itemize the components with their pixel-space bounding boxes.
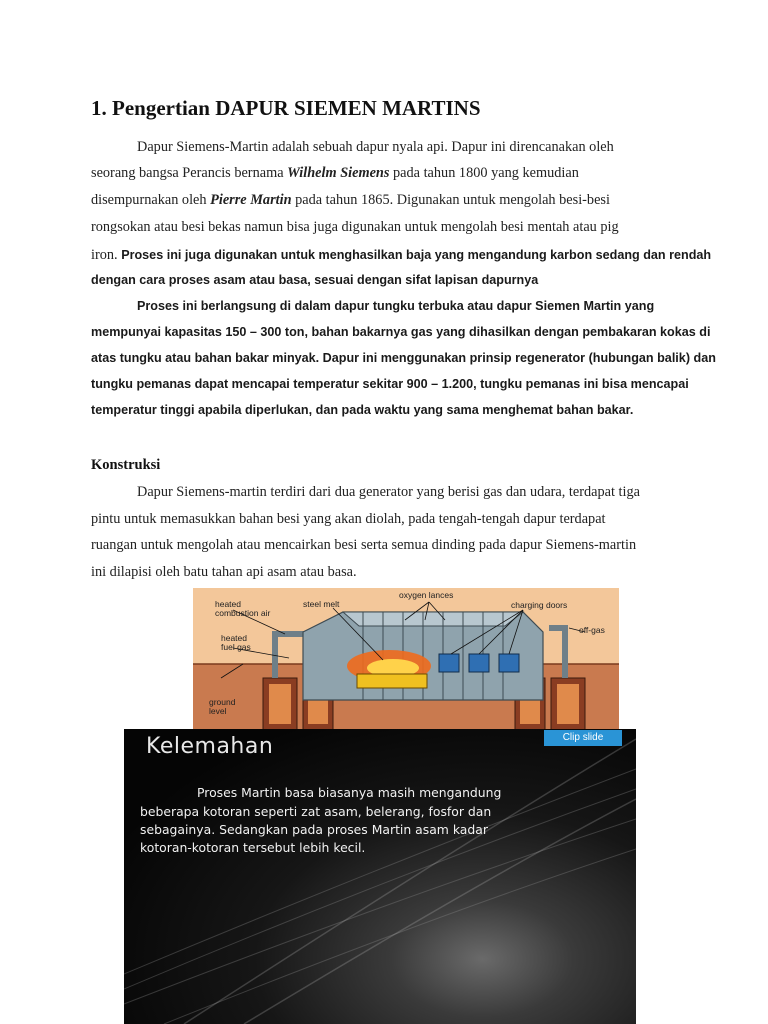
label-steel-melt: steel melt [303, 599, 340, 609]
label-heated-fuel-gas [221, 634, 251, 652]
para1-line-1: Dapur Siemens-Martin adalah sebuah dapur nyala api. Dapur ini direncanakan oleh [137, 139, 614, 155]
para1-line-2 [91, 165, 579, 182]
text-run: iron. [91, 247, 122, 263]
para2-line-3: atas tungku atau bahan bakar minyak. Dapur ini menggunakan prinsip regenerator (hubungan balik) dan [91, 351, 716, 365]
embedded-slide [124, 729, 636, 1024]
slide-line-4: kotoran-kotoran tersebut lebih kecil. [140, 840, 366, 855]
konstruksi-line-1: Dapur Siemens-martin terdiri dari dua generator yang berisi gas dan udara, terdapat tiga [137, 484, 640, 500]
para1-line-6: dengan cara proses asam atau basa, sesuai dengan sifat lapisan dapurnya [91, 273, 539, 287]
label-charging-doors: charging doors [511, 600, 568, 610]
konstruksi-line-3: ruangan untuk mengolah atau mencairkan besi serta semua dinding pada dapur Siemens-martin [91, 537, 637, 553]
slide-background-streaks [124, 729, 636, 1024]
para1-line-3 [91, 192, 610, 209]
label-text: fuel gas [221, 642, 251, 652]
label-heated-combustion-air [215, 600, 270, 618]
slide-line-3: sebagainya. Sedangkan pada proses Martin asam kadar [140, 822, 488, 837]
clip-slide-button[interactable]: Clip slide [544, 730, 622, 746]
slide-line-1: Proses Martin basa biasanya masih mengandung [197, 785, 502, 800]
text-run: Proses ini juga digunakan untuk menghasilkan baja yang mengandung karbon sedang dan rendah [121, 248, 712, 262]
name-wilhelm-siemens: Wilhelm Siemens [287, 165, 390, 181]
label-text: heated [215, 599, 241, 609]
name-pierre-martin: Pierre Martin [210, 192, 292, 208]
label-text: combustion air [215, 608, 271, 618]
para2-line-4: tungku pemanas dapat mencapai temperatur sekitar 900 – 1.200, tungku pemanas ini bisa mencapai [91, 377, 689, 391]
label-oxygen-lances: oxygen lances [399, 590, 454, 600]
para2-line-5: temperatur tinggi apabila diperlukan, dan pada waktu yang sama menghemat bahan bakar. [91, 403, 634, 417]
para2-line-1: Proses ini berlangsung di dalam dapur tungku terbuka atau dapur Siemen Martin yang [137, 299, 655, 313]
page-title: 1. Pengertian DAPUR SIEMEN MARTINS [91, 96, 481, 120]
label-text: level [209, 706, 227, 716]
slide-title: Kelemahan [146, 734, 274, 759]
konstruksi-line-2: pintu untuk memasukkan bahan besi yang akan diolah, pada tengah-tengah dapur terdapat [91, 511, 606, 527]
label-off-gas: off-gas [579, 625, 605, 635]
furnace-diagram [193, 588, 619, 730]
text-run: disempurnakan oleh [91, 192, 211, 208]
label-text: heated [221, 633, 247, 643]
para1-line-5 [91, 246, 711, 264]
text-run: pada tahun 1800 yang kemudian [389, 165, 579, 181]
label-ground-level [209, 698, 235, 716]
text-run: pada tahun 1865. Digunakan untuk mengolah besi-besi [291, 192, 610, 208]
para2-line-2: mempunyai kapasitas 150 – 300 ton, bahan bakarnya gas yang dihasilkan dengan pembakaran kokas di [91, 325, 711, 339]
konstruksi-line-4: ini dilapisi oleh batu tahan api asam atau basa. [91, 564, 357, 580]
label-text: ground [209, 697, 236, 707]
para1-line-4: rongsokan atau besi bekas namun bisa juga digunakan untuk mengolah besi mentah atau pig [91, 219, 619, 235]
slide-line-2: beberapa kotoran seperti zat asam, belerang, fosfor dan [140, 804, 492, 819]
section-heading-konstruksi: Konstruksi [91, 457, 161, 473]
text-run: seorang bangsa Perancis bernama [91, 165, 288, 181]
